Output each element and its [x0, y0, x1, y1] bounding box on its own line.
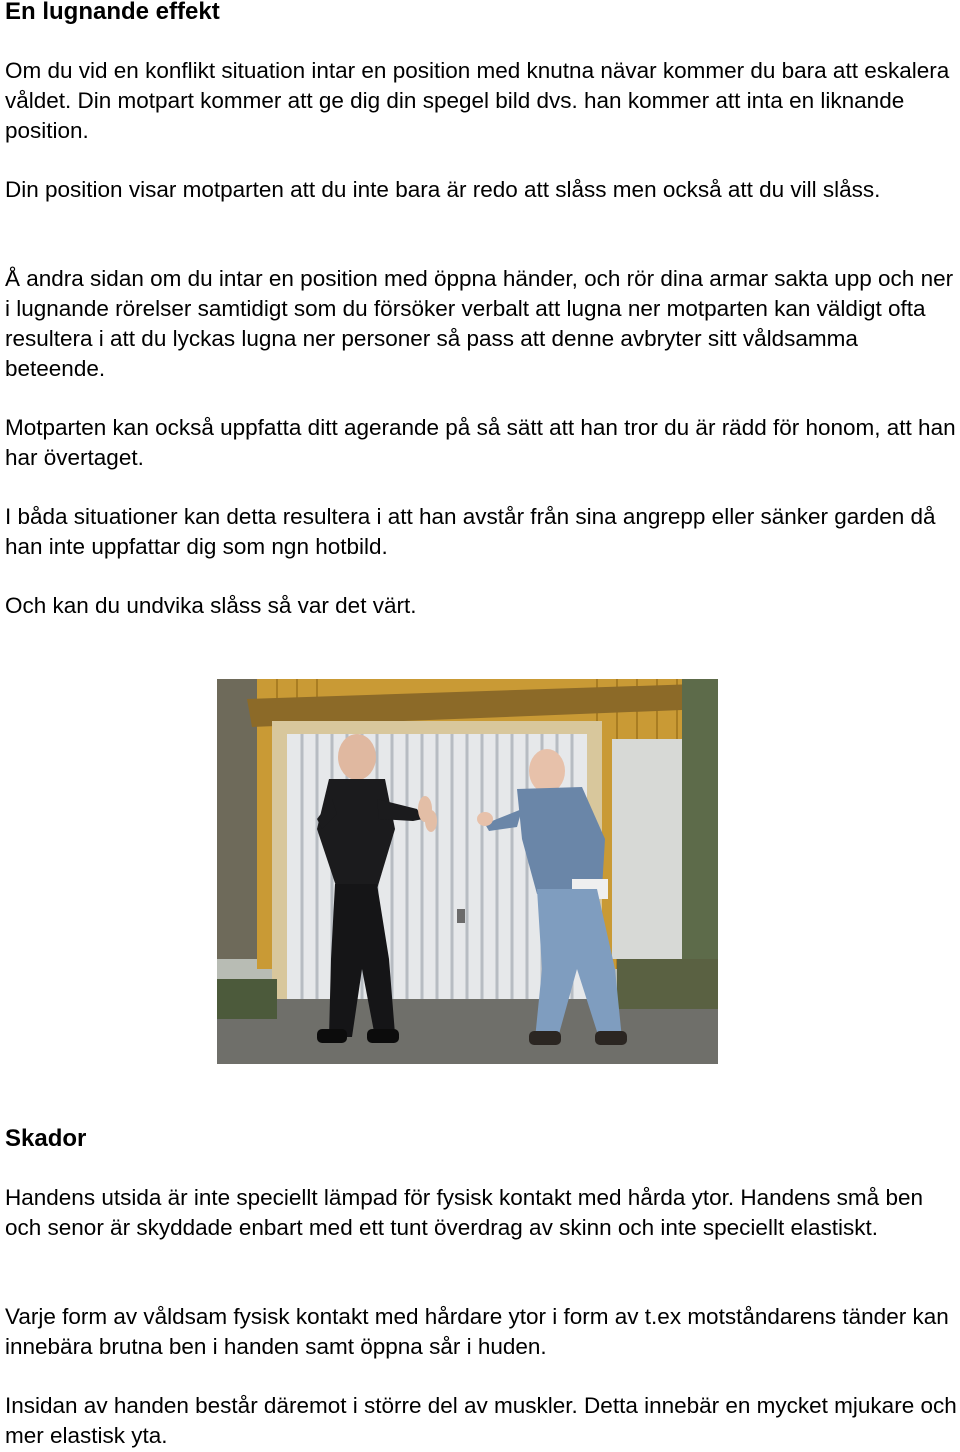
paragraph-1: Om du vid en konflikt situation intar en position med knutna nävar kommer du bara att eskalera våldet. Din motpart kommer att ge dig din spegel bild dvs. han kommer att inta en liknande position.: [5, 58, 950, 143]
paragraph-2: Din position visar motparten att du inte bara är redo att slåss men också att du vill slåss.: [5, 177, 881, 202]
demonstration-photo: [217, 679, 718, 1064]
paragraph-9: Insidan av handen består däremot i större del av muskler. Detta innebär en mycket mjukare och mer elastisk yta.: [5, 1393, 957, 1448]
heading-calming-effect: En lugnande effekt: [5, 0, 220, 25]
paragraph-8: Varje form av våldsam fysisk kontakt med hårdare ytor i form av t.ex motståndarens tänder kan innebära brutna ben i handen samt öppna sår i huden.: [5, 1304, 949, 1359]
paragraph-5: I båda situationer kan detta resultera i att han avstår från sina angrepp eller sänker garden då han inte uppfattar dig som ngn hotbild.: [5, 504, 936, 559]
paragraph-6: Och kan du undvika slåss så var det värt.: [5, 593, 417, 618]
paragraph-3: Å andra sidan om du intar en position med öppna händer, och rör dina armar sakta upp och ner i lugnande rörelser samtidigt som du försöker verbalt att lugna ner motparten kan väldigt ofta resultera i att du lyckas lugna ner personer så pass att denne avbryter sitt våldsamma beteende.: [5, 266, 954, 381]
paragraph-4: Motparten kan också uppfatta ditt agerande på så sätt att han tror du är rädd för honom, att han har övertaget.: [5, 415, 956, 470]
heading-injuries: Skador: [5, 1125, 87, 1152]
paragraph-7: Handens utsida är inte speciellt lämpad för fysisk kontakt med hårda ytor. Handens små ben och senor är skyddade enbart med ett tunt överdrag av skinn och inte speciellt elastiskt.: [5, 1185, 923, 1240]
